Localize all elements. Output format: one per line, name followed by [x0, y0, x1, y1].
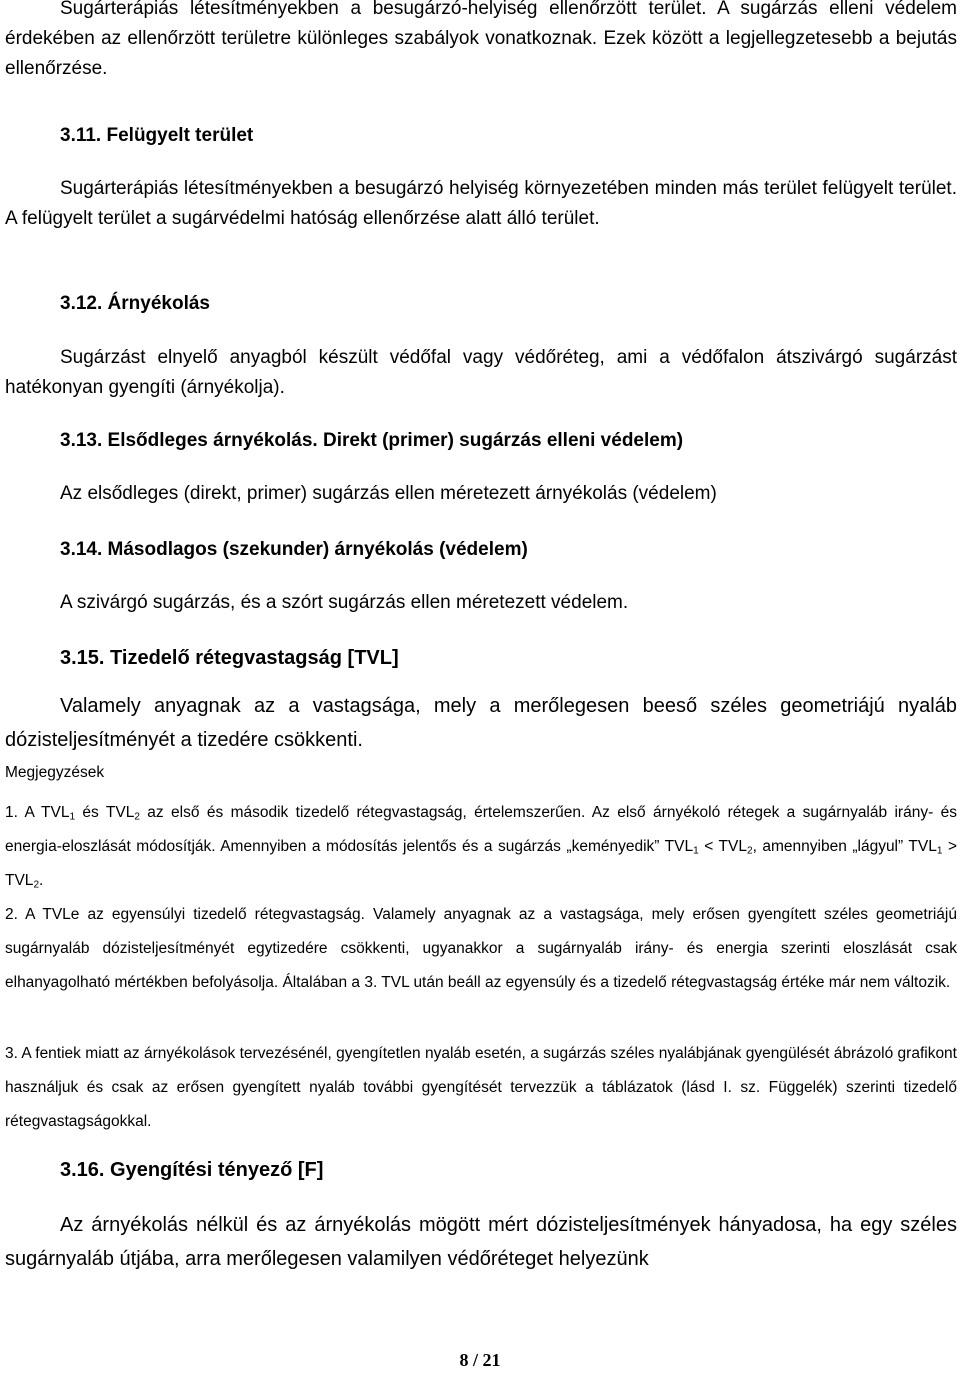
notes-label: Megjegyzések: [5, 764, 105, 781]
section-3-15-body: Valamely anyagnak az a vastagsága, mely a merőlegesen beeső széles geometriájú nyaláb dózisteljesítményét a tizedére csökkenti.: [5, 695, 957, 751]
section-3-12-body: Sugárzást elnyelő anyagból készült védőfal vagy védőréteg, ami a védőfalon átszivárgó sugárzást hatékonyan gyengíti (árnyékolja).: [5, 347, 957, 398]
note-2: 2. A TVLe az egyensúlyi tizedelő rétegvastagság. Valamely anyagnak az a vastagsága, mely erősen gyengített széles geometriájú sugárnyaláb dózisteljesítményét egytizedére csökkenti, ugyanakkor a sugárnyaláb irány- és energia szerinti eloszlását csak elhanyagolható mértékben befolyásolja. Általában a 3. TVL után beáll az egyensúly és a tizedelő rétegvastagság értéke már nem változik.: [5, 906, 957, 991]
section-3-13-heading: 3.13. Elsődleges árnyékolás. Direkt (primer) sugárzás elleni védelem): [60, 430, 684, 451]
intro-paragraph: Sugárterápiás létesítményekben a besugárzó-helyiség ellenőrzött terület. A sugárzás elleni védelem érdekében az ellenőrzött területre különleges szabályok vonatkoznak. Ezek között a legjellegzetesebb a bejutás ellenőrzése.: [5, 0, 957, 79]
section-3-14-heading: 3.14. Másodlagos (szekunder) árnyékolás (védelem): [60, 539, 528, 560]
section-3-16-body: Az árnyékolás nélkül és az árnyékolás mögött mért dózisteljesítmények hányadosa, ha egy széles sugárnyaláb útjába, arra merőlegesen valamilyen védőréteget helyezünk: [5, 1214, 957, 1270]
section-3-11-body: Sugárterápiás létesítményekben a besugárzó helyiség környezetében minden más terület felügyelt terület. A felügyelt terület a sugárvédelmi hatóság ellenőrzése alatt álló terület.: [5, 178, 957, 229]
section-3-14-body: A szivárgó sugárzás, és a szórt sugárzás ellen méretezett védelem.: [60, 592, 629, 613]
note-1: 1. A $TVL_1$ és $TVL_2$ az első és második tizedelő rétegvastagság, értelemszerűen. Az első árnyékoló rétegek a sugárnyaláb irány- és energia-eloszlását módosítják. Amennyiben a módosítás jelentős és a sugárzás „keményedik” $TVL_1 < TVL_2$, amennyiben „lágyul” $TVL_1 > TVL_2$.: [5, 804, 958, 891]
section-3-11-heading: 3.11. Felügyelt terület: [60, 125, 254, 146]
section-3-15-heading: 3.15. Tizedelő rétegvastagság [TVL]: [60, 647, 399, 669]
section-3-12-heading: 3.12. Árnyékolás: [60, 293, 210, 314]
section-3-16-heading: 3.16. Gyengítési tényező [F]: [60, 1159, 324, 1181]
section-3-13-body: Az elsődleges (direkt, primer) sugárzás ellen méretezett árnyékolás (védelem): [60, 483, 717, 504]
page-number: 8 / 21: [459, 1350, 501, 1370]
note-3: 3. A fentiek miatt az árnyékolások tervezésénél, gyengítetlen nyaláb esetén, a sugárzás széles nyalábjának gyengülését ábrázoló grafikont használjuk és csak az erősen gyengített nyaláb további gyengítését tervezzük a táblázatok (lásd I. sz. Függelék) szerinti tizedelő rétegvastagságokkal.: [5, 1045, 957, 1130]
